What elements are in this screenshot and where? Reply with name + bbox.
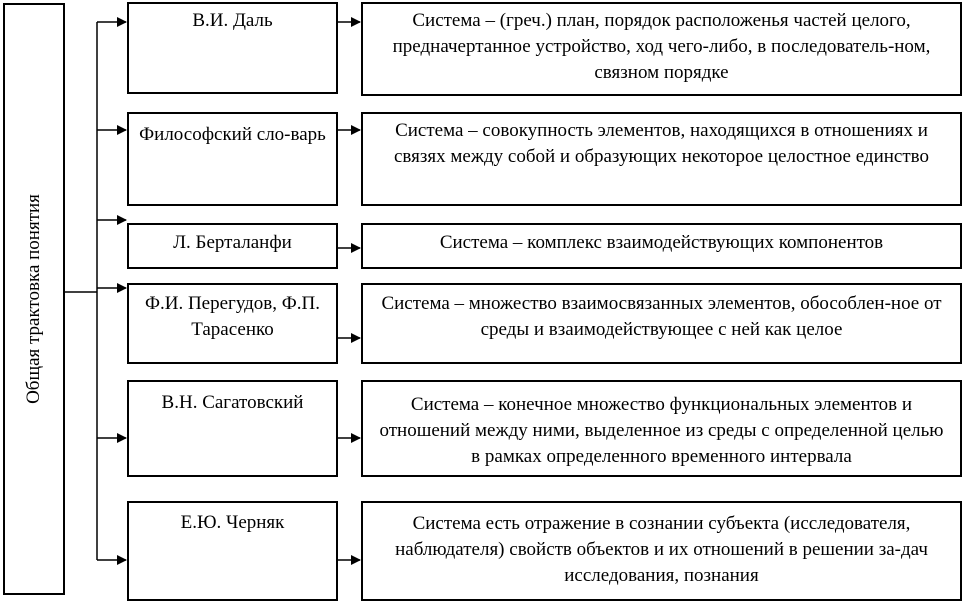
author-box-philosophical-dictionary [127,112,338,206]
author-label: Философский сло-варь [139,124,326,145]
author-label: Ф.И. Перегудов, Ф.П. Тарасенко [144,293,321,340]
definition-text: Система – совокупность элементов, находящихся в отношениях и связях между собой и образующих некоторое целостное единство [394,120,929,167]
definition-text: Система – (греч.) план, порядок расположенья частей целого, предначертанное устройство, ход чего-либо, в последователь-ном, связном порядке [392,10,931,83]
definition-box-dal [361,2,962,96]
definition-box-peregudov-tarasenko [361,283,962,364]
definition-text: Система есть отражение в сознании субъекта (исследователя, наблюдателя) свойств объектов и их отношений в решении за-дач исследования, познания [395,513,928,586]
author-box-dal [127,2,338,94]
definition-box-chernyak [361,501,962,601]
definition-box-philosophical-dictionary [361,112,962,206]
author-box-peregudov-tarasenko [127,283,338,364]
definition-text: Система – конечное множество функциональных элементов и отношений между ними, выделенное из среды с определенной целью в рамках определенного временного интервала [379,394,944,467]
root-concept-box [3,3,65,595]
author-box-bertalanffy [127,223,338,269]
definition-text: Система – множество взаимосвязанных элементов, обособлен-ное от среды и взаимодействующее с ней как целое [381,293,942,340]
author-label: Е.Ю. Черняк [180,512,285,533]
author-box-sagatovsky [127,380,338,477]
root-concept-label: Общая трактовка понятия [23,194,44,404]
author-box-chernyak [127,501,338,601]
author-label: Л. Берталанфи [173,232,292,253]
author-label: В.Н. Сагатовский [161,392,304,413]
definition-box-sagatovsky [361,380,962,477]
definition-box-bertalanffy [361,223,962,269]
author-label: В.И. Даль [192,10,273,31]
definition-text: Система – комплекс взаимодействующих компонентов [439,232,884,253]
